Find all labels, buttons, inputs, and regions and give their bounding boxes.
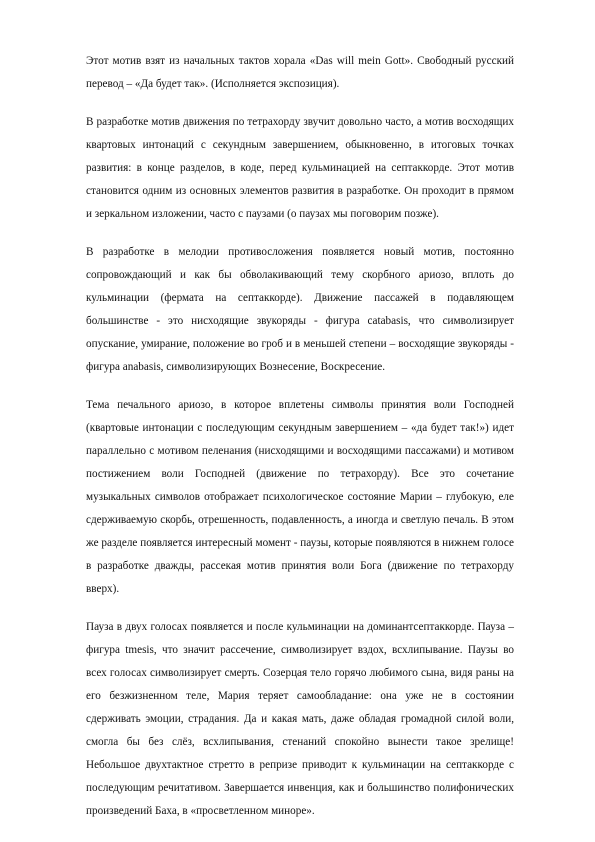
document-page [86,50,514,838]
paragraph-5: Пауза в двух голосах появляется и после кульминации на доминантсептаккорде. Пауза – фигура tmesis, что значит рассечение, символизирует вздох, всхлипывание. Паузы во всех голосах символизирует смерть. Созерцая тело горячо любимого сына, видя раны на его безжизненном теле, Мария теряет самообладание: она уже не в состоянии сдерживать эмоции, страдания. Да и какая мать, даже обладая громадной силой воли, смогла бы без слёз, всхлипывания, стенаний спокойно вынести такое зрелище! Небольшое двухтактное стретто в репризе приводит к кульминации на септаккорде с последующим речитативом. Завершается инвенция, как и большинство полифонических произведений Баха, в «просветленном миноре». [86,621,514,817]
paragraph-2: В разработке мотив движения по тетрахорду звучит довольно часто, а мотив восходящих квартовых интонаций с секундным завершением, обыкновенно, в итоговых точках развития: в конце разделов, в коде, перед кульминацией на септаккорде. Этот мотив становится одним из основных элементов развития в разработке. Он проходит в прямом и зеркальном изложении, часто с паузами (о паузах мы поговорим позже). [86,116,514,220]
paragraph-1: Этот мотив взят из начальных тактов хорала «Das will mein Gott». Свободный русский перевод – «Да будет так». (Исполняется экспозиция). [86,55,514,90]
paragraph-3: В разработке в мелодии противосложения появляется новый мотив, постоянно сопровождающий и как бы обволакивающий тему скорбного ариозо, вплоть до кульминации (фермата на септаккорде). Движение пассажей в подавляющем большинстве - это нисходящие звукоряды - фигура catabasis, что символизирует опускание, умирание, положение во гроб и в меньшей степени – восходящие звукоряды - фигура anabasis, символизирующих Вознесение, Воскресение. [86,246,514,373]
paragraph-4: Тема печального ариозо, в которое вплетены символы принятия воли Господней (квартовые интонации с последующим секундным завершением – «да будет так!») идет параллельно с мотивом пеленания (нисходящими и восходящими пассажами) и мотивом постижением воли Господней (движение по тетрахорду). Все это сочетание музыкальных символов отображает психологическое состояние Марии – глубокую, еле сдерживаемую скорбь, отрешенность, подавленность, а иногда и светлую печаль. В этом же разделе появляется интересный момент - паузы, которые появляются в нижнем голосе в разработке дважды, рассекая мотив принятия воли Бога (движение по тетрахорду вверх). [86,399,514,595]
